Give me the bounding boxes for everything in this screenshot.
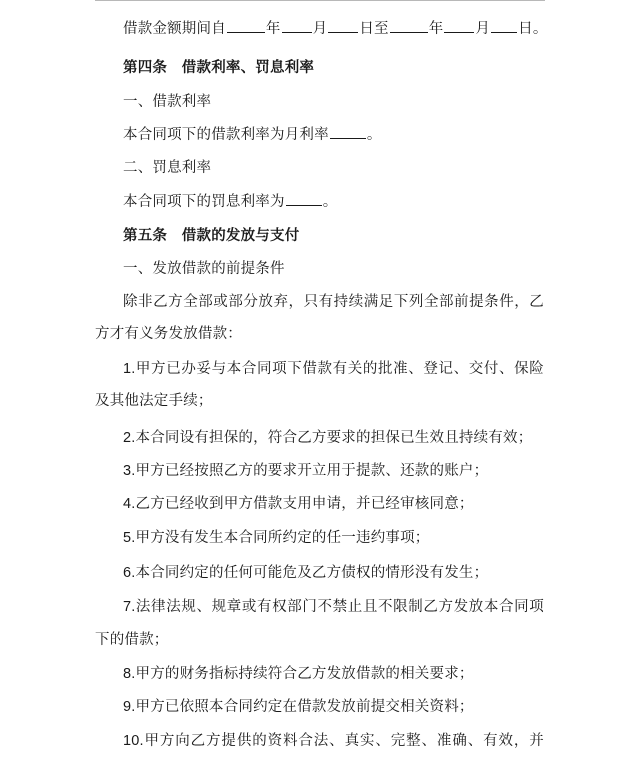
condition-item-1-cont: 及其他法定手续； [95,393,213,409]
monthly-rate-line: 本合同项下的借款利率为月利率 。 [123,127,382,143]
condition-item-3: 3.甲方已经按照乙方的要求开立用于提款、还款的账户； [123,463,489,479]
condition-item-9: 9.甲方已依照本合同约定在借款发放前提交相关资料； [123,699,474,715]
article-4-sub2-title: 二、罚息利率 [123,160,212,176]
condition-item-5: 5.甲方没有发生本合同所约定的任一违约事项； [123,530,430,546]
blank-start-day[interactable] [328,19,358,33]
intro-paragraph-line2: 方才有义务发放借款： [95,326,242,342]
condition-item-7: 7.法律法规、规章或有权部门不禁止且不限制乙方发放本合同项 [123,599,544,615]
condition-item-6: 6.本合同约定的任何可能危及乙方债权的情形没有发生； [123,565,489,581]
blank-end-month[interactable] [444,19,474,33]
blank-monthly-rate[interactable] [330,125,366,139]
loan-period-line: 借款金额期间自 年 月 日至 年 月 日。 [123,21,548,37]
article-4-sub1-title: 一、借款利率 [123,94,212,110]
condition-item-10: 10.甲方向乙方提供的资料合法、真实、完整、准确、有效，并 [123,733,544,749]
blank-start-month[interactable] [282,19,312,33]
article-5-sub1-title: 一、发放借款的前提条件 [123,261,285,277]
article-4-heading: 第四条 借款利率、罚息利率 [123,59,315,76]
condition-item-2: 2.本合同设有担保的，符合乙方要求的担保已生效且持续有效； [123,430,533,446]
article-5-heading: 第五条 借款的发放与支付 [123,227,300,244]
intro-paragraph-line1: 除非乙方全部或部分放弃，只有持续满足下列全部前提条件，乙 [123,294,544,310]
penalty-rate-line: 本合同项下的罚息利率为 。 [123,194,338,210]
condition-item-7-cont: 下的借款； [95,632,169,648]
blank-start-year[interactable] [227,19,265,33]
blank-end-day[interactable] [491,19,517,33]
condition-item-4: 4.乙方已经收到甲方借款支用申请，并已经审核同意； [123,496,474,512]
condition-item-8: 8.甲方的财务指标持续符合乙方发放借款的相关要求； [123,666,474,682]
blank-end-year[interactable] [390,19,428,33]
page-top-rule [95,0,545,1]
condition-item-1: 1.甲方已办妥与本合同项下借款有关的批准、登记、交付、保险 [123,361,544,377]
blank-penalty-rate[interactable] [286,192,322,206]
